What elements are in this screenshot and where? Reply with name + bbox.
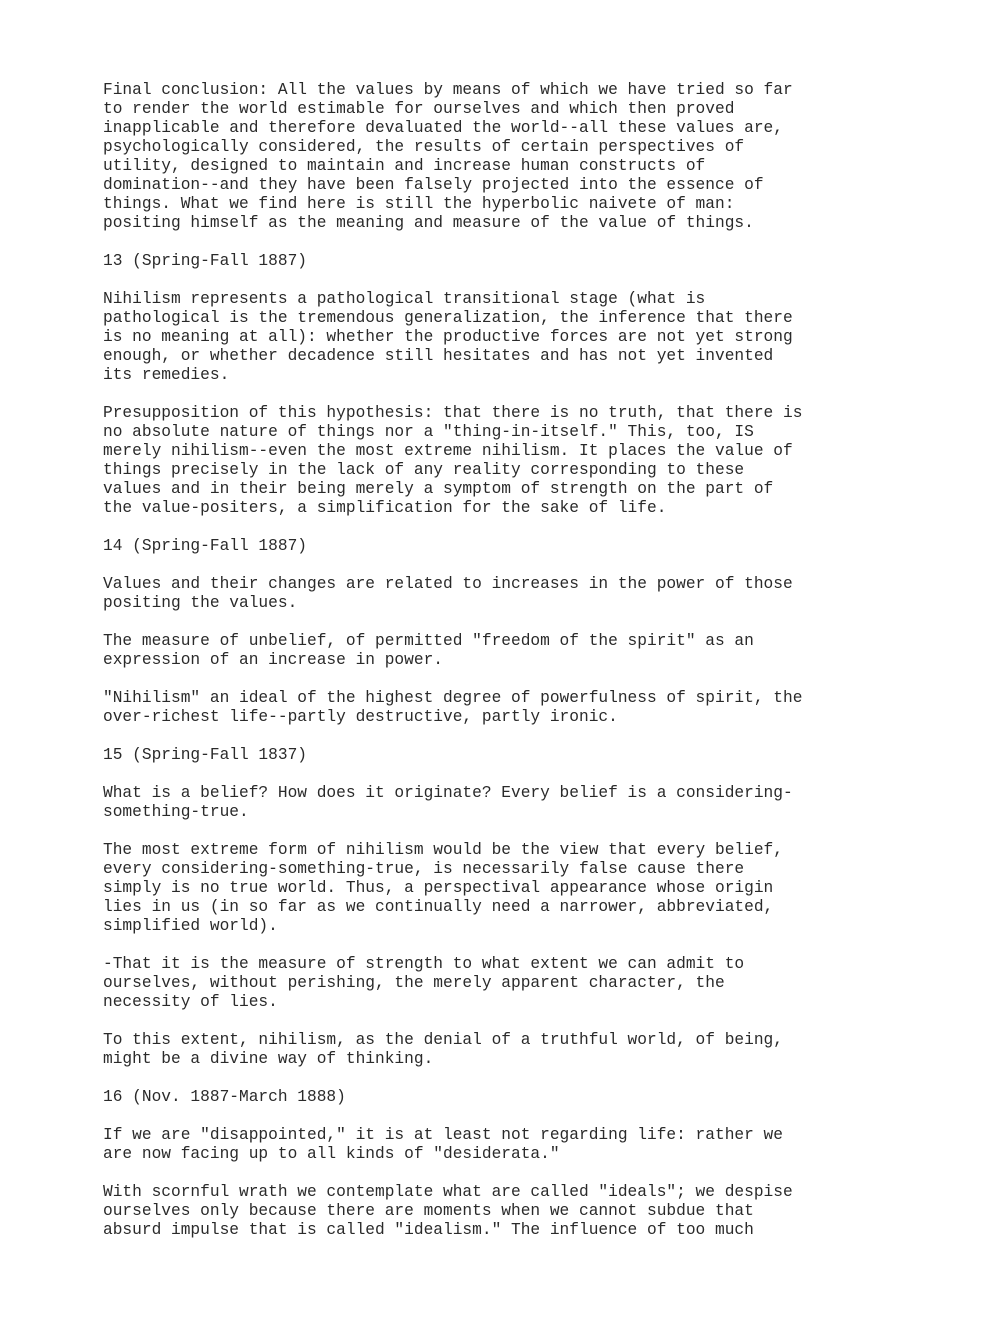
text-line: absurd impulse that is called "idealism." The influence of too much <box>103 1221 754 1239</box>
text-line: Final conclusion: All the values by means of which we have tried so far <box>103 81 793 99</box>
text-line: are now facing up to all kinds of "desiderata." <box>103 1145 560 1163</box>
body-paragraph <box>103 1031 983 1069</box>
text-line: The measure of unbelief, of permitted "freedom of the spirit" as an <box>103 632 754 650</box>
body-paragraph <box>103 81 983 233</box>
text-line: lies in us (in so far as we continually need a narrower, abbreviated, <box>103 898 774 916</box>
text-line: necessity of lies. <box>103 993 278 1011</box>
text-line: With scornful wrath we contemplate what are called "ideals"; we despise <box>103 1183 793 1201</box>
body-paragraph <box>103 290 983 385</box>
text-line: If we are "disappointed," it is at least not regarding life: rather we <box>103 1126 783 1144</box>
text-line: Values and their changes are related to increases in the power of those <box>103 575 793 593</box>
text-line: things. What we find here is still the hyperbolic naivete of man: <box>103 195 735 213</box>
text-line: ourselves only because there are moments when we cannot subdue that <box>103 1202 754 1220</box>
text-line: Nihilism represents a pathological transitional stage (what is <box>103 290 706 308</box>
text-line: Presupposition of this hypothesis: that there is no truth, that there is <box>103 404 803 422</box>
document-page <box>103 81 983 1259</box>
text-line: The most extreme form of nihilism would be the view that every belief, <box>103 841 783 859</box>
text-line: pathological is the tremendous generalization, the inference that there <box>103 309 793 327</box>
text-line: its remedies. <box>103 366 230 384</box>
text-line: utility, designed to maintain and increase human constructs of <box>103 157 706 175</box>
text-line: ourselves, without perishing, the merely apparent character, the <box>103 974 725 992</box>
text-line: over-richest life--partly destructive, partly ironic. <box>103 708 618 726</box>
body-paragraph <box>103 784 983 822</box>
text-line: the value-positers, a simplification for the sake of life. <box>103 499 667 517</box>
text-line: -That it is the measure of strength to what extent we can admit to <box>103 955 745 973</box>
body-paragraph <box>103 632 983 670</box>
text-line: positing the values. <box>103 594 298 612</box>
heading-text: 13 (Spring-Fall 1887) <box>103 252 307 270</box>
text-line: to render the world estimable for ourselves and which then proved <box>103 100 735 118</box>
section-heading <box>103 746 983 765</box>
text-line: every considering-something-true, is necessarily false cause there <box>103 860 745 878</box>
text-line: simply is no true world. Thus, a perspectival appearance whose origin <box>103 879 774 897</box>
text-line: inapplicable and therefore devaluated the world--all these values are, <box>103 119 783 137</box>
text-line: is no meaning at all): whether the productive forces are not yet strong <box>103 328 793 346</box>
text-line: simplified world). <box>103 917 278 935</box>
body-paragraph <box>103 404 983 518</box>
heading-text: 15 (Spring-Fall 1837) <box>103 746 307 764</box>
text-line: merely nihilism--even the most extreme nihilism. It places the value of <box>103 442 793 460</box>
text-line: To this extent, nihilism, as the denial of a truthful world, of being, <box>103 1031 783 1049</box>
heading-text: 16 (Nov. 1887-March 1888) <box>103 1088 346 1106</box>
body-paragraph <box>103 575 983 613</box>
text-line: something-true. <box>103 803 249 821</box>
body-paragraph <box>103 1183 983 1240</box>
text-line: What is a belief? How does it originate? Every belief is a considering- <box>103 784 793 802</box>
text-line: might be a divine way of thinking. <box>103 1050 434 1068</box>
text-line: positing himself as the meaning and measure of the value of things. <box>103 214 754 232</box>
text-line: expression of an increase in power. <box>103 651 443 669</box>
heading-text: 14 (Spring-Fall 1887) <box>103 537 307 555</box>
section-heading <box>103 252 983 271</box>
section-heading <box>103 1088 983 1107</box>
text-line: enough, or whether decadence still hesitates and has not yet invented <box>103 347 774 365</box>
body-paragraph <box>103 1126 983 1164</box>
body-paragraph <box>103 689 983 727</box>
text-line: things precisely in the lack of any reality corresponding to these <box>103 461 745 479</box>
section-heading <box>103 537 983 556</box>
text-line: psychologically considered, the results of certain perspectives of <box>103 138 745 156</box>
text-line: "Nihilism" an ideal of the highest degree of powerfulness of spirit, the <box>103 689 803 707</box>
body-paragraph <box>103 841 983 936</box>
text-line: domination--and they have been falsely projected into the essence of <box>103 176 764 194</box>
text-line: no absolute nature of things nor a "thing-in-itself." This, too, IS <box>103 423 754 441</box>
body-paragraph <box>103 955 983 1012</box>
text-line: values and in their being merely a symptom of strength on the part of <box>103 480 774 498</box>
